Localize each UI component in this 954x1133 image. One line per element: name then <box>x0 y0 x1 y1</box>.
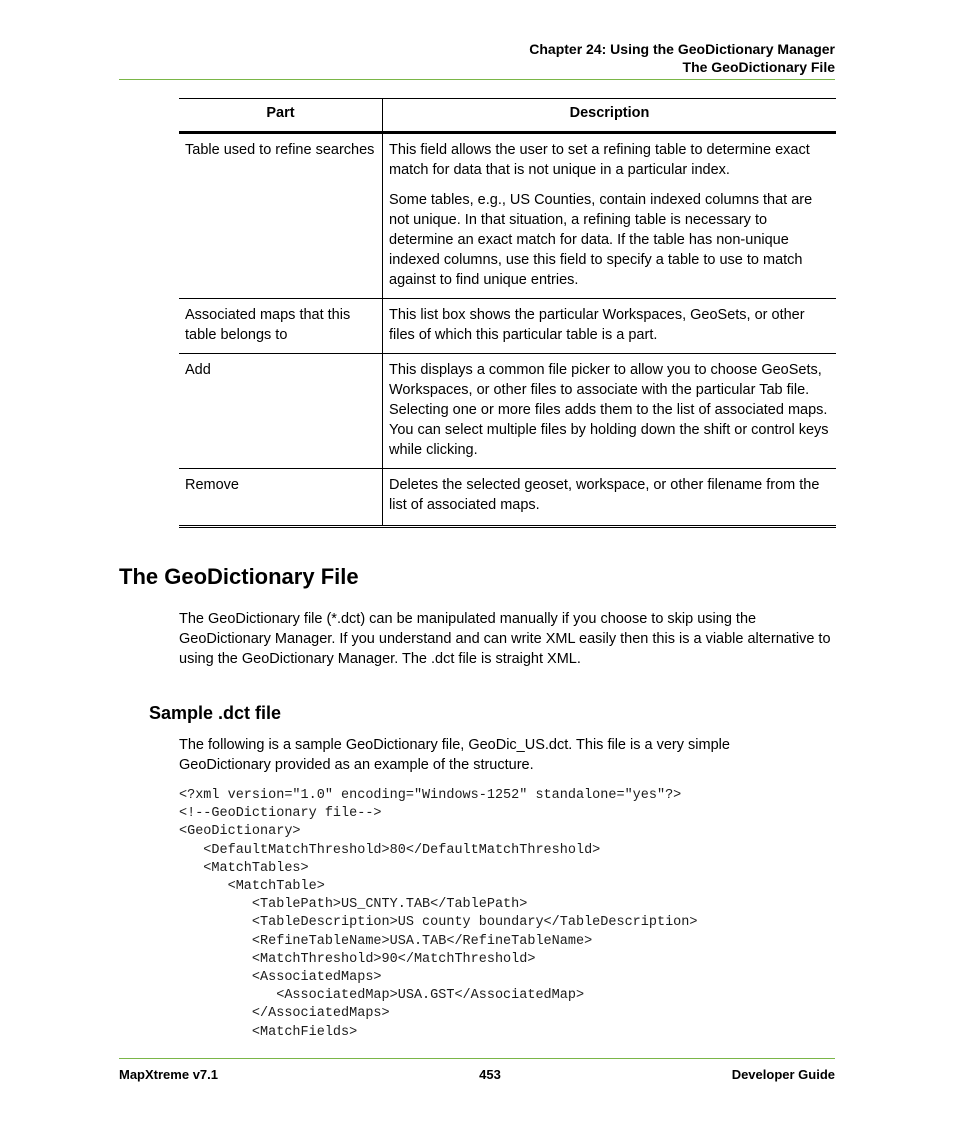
code-sample <box>179 787 697 1042</box>
code-line: <TablePath>US_CNTY.TAB</TablePath> <box>179 897 528 913</box>
part-cell: Table used to refine searches <box>179 133 383 299</box>
code-line: <?xml version="1.0" encoding="Windows-1252" standalone="yes"?> <box>179 788 682 803</box>
code-line: <MatchTables> <box>179 860 309 876</box>
description-paragraph: This list box shows the particular Workspaces, GeoSets, or other files of which this particular table is a part. <box>389 307 805 343</box>
parts-table <box>179 98 836 528</box>
part-cell: Remove <box>179 469 383 527</box>
table-row <box>179 299 836 354</box>
code-line: </AssociatedMaps> <box>179 1006 390 1022</box>
header-chapter: Chapter 24: Using the GeoDictionary Manager <box>529 41 835 57</box>
description-paragraph: This displays a common file picker to allow you to choose GeoSets, Workspaces, or other files to associate with the particular Tab file. Selecting one or more files adds them to the list of associated maps. You can select multiple files by holding down the shift or control keys while clicking. <box>389 362 829 458</box>
header-section: The GeoDictionary File <box>682 59 835 75</box>
section-intro-paragraph: The GeoDictionary file (*.dct) can be manipulated manually if you choose to skip using the GeoDictionary Manager. If you understand and can write XML easily then this is a viable alternative to using the GeoDictionary Manager. The .dct file is straight XML. <box>179 611 831 667</box>
column-header-part: Part <box>179 99 383 133</box>
code-line: <MatchTable> <box>179 879 325 895</box>
table-row <box>179 469 836 527</box>
table-row <box>179 354 836 469</box>
part-cell: Associated maps that this table belongs to <box>179 299 383 354</box>
description-paragraph: This field allows the user to set a refining table to determine exact match for data that is not unique in a particular index. <box>389 142 810 178</box>
code-line: <GeoDictionary> <box>179 824 301 840</box>
code-line: <TableDescription>US county boundary</TableDescription> <box>179 915 698 931</box>
section-heading: The GeoDictionary File <box>119 564 359 589</box>
description-cell <box>383 354 837 469</box>
page-number: 453 <box>479 1067 501 1082</box>
code-line: <DefaultMatchThreshold>80</DefaultMatchThreshold> <box>179 842 601 858</box>
code-line: <MatchFields> <box>179 1024 358 1040</box>
description-cell <box>383 469 837 527</box>
description-cell <box>383 133 837 299</box>
footer-rule <box>119 1058 835 1059</box>
code-line: <MatchThreshold>90</MatchThreshold> <box>179 951 536 967</box>
table-row <box>179 133 836 299</box>
table-header-row <box>179 99 836 133</box>
part-cell: Add <box>179 354 383 469</box>
code-line: <RefineTableName>USA.TAB</RefineTableName> <box>179 933 593 949</box>
footer-guide: Developer Guide <box>731 1067 835 1082</box>
footer-product: MapXtreme v7.1 <box>119 1067 218 1082</box>
header-rule <box>119 79 835 80</box>
code-line: <AssociatedMaps> <box>179 970 382 986</box>
code-line: <!--GeoDictionary file--> <box>179 806 382 822</box>
description-paragraph: Deletes the selected geoset, workspace, or other filename from the list of associated maps. <box>389 477 820 513</box>
description-cell <box>383 299 837 354</box>
subsection-intro-paragraph: The following is a sample GeoDictionary file, GeoDic_US.dct. This file is a very simple GeoDictionary provided as an example of the structure. <box>179 737 730 773</box>
subsection-heading: Sample .dct file <box>149 703 282 723</box>
description-paragraph: Some tables, e.g., US Counties, contain indexed columns that are not unique. In that situation, a refining table is necessary to determine an exact match for data. If the table has non-unique indexed columns, use this field to specify a table to use to match against to find unique entries. <box>389 192 813 288</box>
code-line: <AssociatedMap>USA.GST</AssociatedMap> <box>179 988 585 1004</box>
running-header <box>529 40 835 76</box>
column-header-description: Description <box>383 99 837 133</box>
